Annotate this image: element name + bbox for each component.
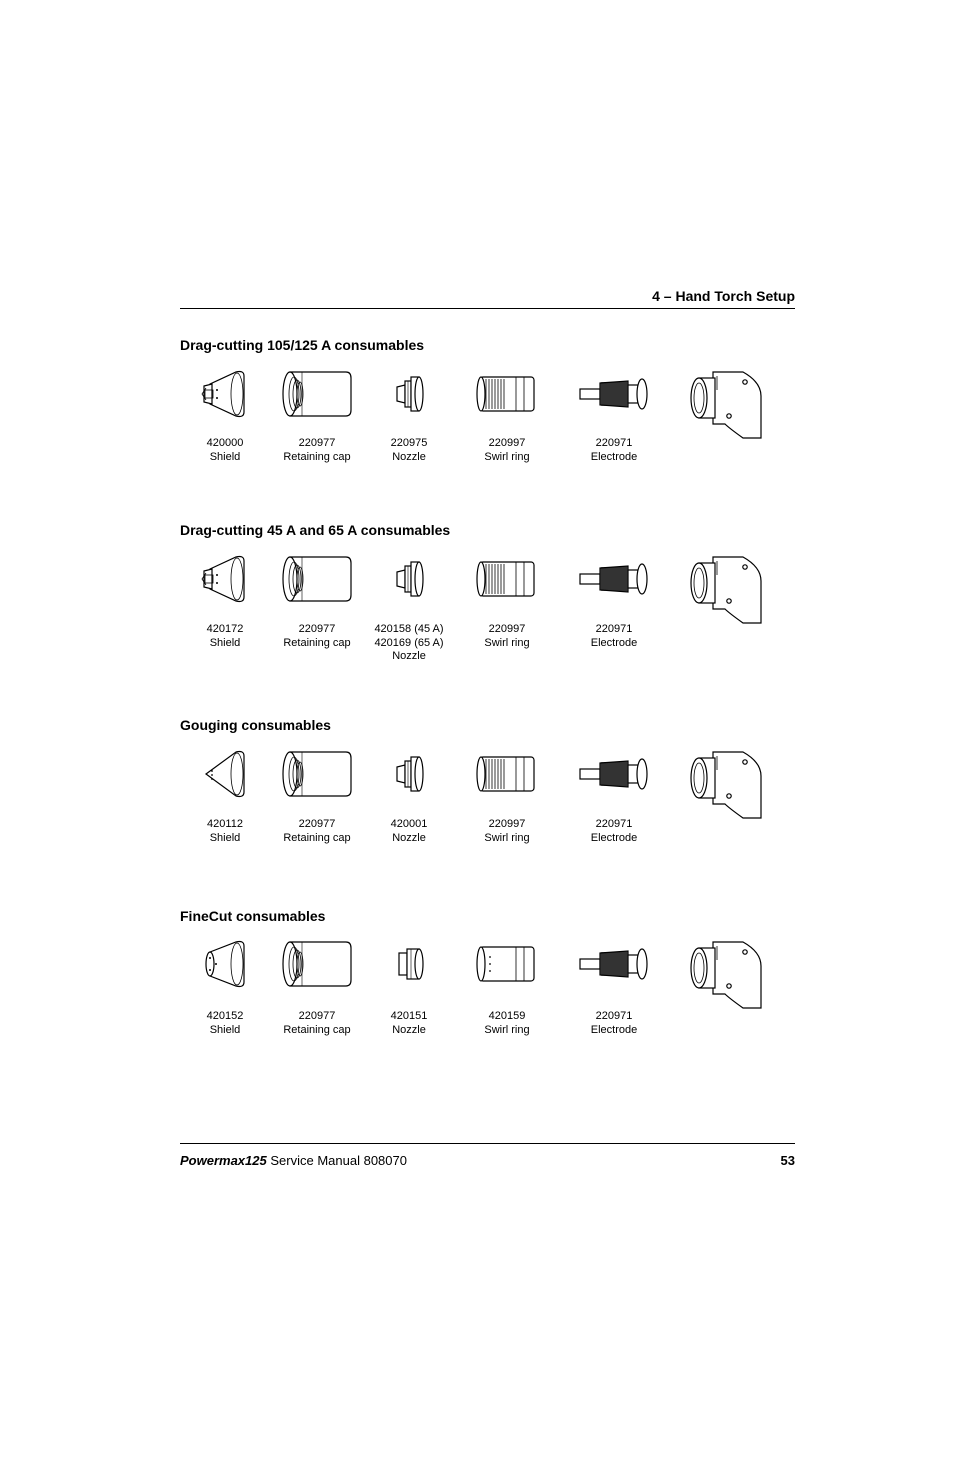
part-name: Nozzle [392, 450, 426, 463]
footer-text [180, 1153, 407, 1168]
retaining-cap-icon [282, 750, 352, 798]
shield-gouging-icon [202, 750, 248, 798]
part-name: Swirl ring [484, 636, 530, 649]
swirl-ring-icon [476, 755, 538, 793]
part-caption [559, 1010, 669, 1037]
part-name: Nozzle [392, 831, 426, 844]
part-number: 420169 (65 A) [374, 636, 444, 649]
nozzle-icon [393, 755, 425, 793]
retaining-cap-icon [282, 555, 352, 603]
part-name: Retaining cap [283, 831, 351, 844]
page-number: 53 [780, 1153, 795, 1168]
electrode-icon [578, 377, 650, 411]
part-number: 220971 [595, 437, 633, 449]
retaining-cap-icon [282, 370, 352, 418]
section-title: Gouging consumables [180, 717, 331, 733]
torch-head-icon [681, 553, 765, 625]
electrode-icon [578, 562, 650, 596]
part-caption [452, 1010, 562, 1037]
section-title: Drag-cutting 105/125 A consumables [180, 337, 425, 353]
part-caption [452, 818, 562, 845]
part-caption [354, 437, 464, 464]
section-title: Drag-cutting 45 A and 65 A consumables [180, 522, 451, 538]
part-name: Swirl ring [484, 1023, 530, 1036]
shield-finecut-icon [202, 940, 248, 988]
part-number: 220977 [298, 623, 336, 635]
part-number: 220975 [390, 437, 428, 449]
part-name: Retaining cap [283, 1023, 351, 1036]
torch-head-icon [681, 748, 765, 820]
part-name: Electrode [590, 450, 638, 463]
part-name: Shield [209, 831, 241, 844]
part-number: 220997 [488, 623, 526, 635]
part-name: Swirl ring [484, 831, 530, 844]
part-name: Nozzle [392, 650, 426, 662]
part-number: 220977 [298, 437, 336, 449]
nozzle-icon [393, 560, 425, 598]
electrode-icon [578, 757, 650, 791]
part-name: Shield [209, 450, 241, 463]
part-name: Electrode [590, 1023, 638, 1036]
part-number: 420112 [207, 818, 243, 830]
part-name: Shield [209, 1023, 241, 1036]
part-caption [559, 623, 669, 650]
part-name: Electrode [590, 831, 638, 844]
part-number: 420158 (45 A) [374, 623, 444, 635]
footer-manual: Service Manual [270, 1153, 360, 1168]
footer-part-number: 808070 [363, 1153, 407, 1168]
part-number: 420172 [206, 623, 244, 635]
part-name: Swirl ring [484, 450, 530, 463]
part-caption [559, 437, 669, 464]
header-rule [180, 308, 795, 309]
part-number: 220997 [488, 818, 526, 830]
part-number: 220997 [488, 437, 526, 449]
shield-drag-icon [202, 370, 248, 418]
torch-head-icon [681, 368, 765, 440]
part-name: Shield [209, 636, 241, 649]
part-name: Nozzle [392, 1023, 426, 1036]
part-name: Retaining cap [283, 450, 351, 463]
part-number: 420151 [390, 1010, 428, 1022]
nozzle-finecut-icon [393, 945, 425, 983]
part-number: 420000 [206, 437, 244, 449]
nozzle-icon [393, 375, 425, 413]
swirl-ring-finecut-icon [476, 945, 538, 983]
swirl-ring-icon [476, 560, 538, 598]
part-number: 220971 [595, 623, 633, 635]
footer-rule [180, 1143, 795, 1144]
part-name: Electrode [590, 636, 638, 649]
electrode-icon [578, 947, 650, 981]
footer-product: Powermax125 [180, 1153, 267, 1168]
part-number: 220977 [298, 1010, 336, 1022]
part-name: Retaining cap [283, 636, 351, 649]
swirl-ring-icon [476, 375, 538, 413]
part-caption [452, 437, 562, 464]
part-caption [354, 623, 464, 664]
part-number: 420152 [206, 1010, 244, 1022]
part-caption [452, 623, 562, 650]
part-number: 220971 [595, 818, 633, 830]
section-title: FineCut consumables [180, 908, 326, 924]
torch-head-icon [681, 938, 765, 1010]
part-caption [559, 818, 669, 845]
part-caption [354, 818, 464, 845]
retaining-cap-icon [282, 940, 352, 988]
part-number: 420159 [488, 1010, 526, 1022]
part-caption [354, 1010, 464, 1037]
part-number: 220977 [298, 818, 336, 830]
chapter-heading: 4 – Hand Torch Setup [652, 288, 795, 304]
part-number: 220971 [595, 1010, 633, 1022]
part-number: 420001 [390, 818, 428, 830]
shield-drag-icon [202, 555, 248, 603]
